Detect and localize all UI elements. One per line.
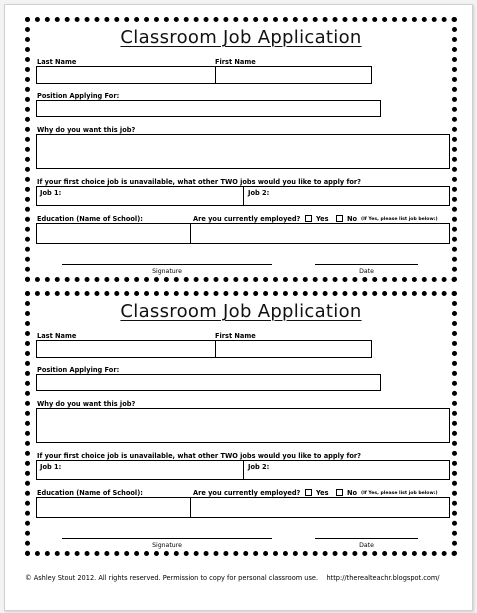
if-yes-label: (If Yes, please list job below:) xyxy=(361,491,438,496)
no-checkbox[interactable] xyxy=(336,489,343,496)
why-field[interactable] xyxy=(36,408,450,443)
date-label: Date xyxy=(359,268,374,275)
why-label: Why do you want this job? xyxy=(37,400,136,408)
education-field[interactable] xyxy=(36,223,191,244)
first-name-field[interactable] xyxy=(215,66,372,84)
job2-label: Job 2: xyxy=(248,463,270,471)
why-label: Why do you want this job? xyxy=(37,126,136,134)
date-line[interactable] xyxy=(315,538,418,539)
job2-field[interactable] xyxy=(243,460,450,480)
job1-field[interactable] xyxy=(36,186,244,206)
position-field[interactable] xyxy=(36,100,381,117)
education-field[interactable] xyxy=(36,497,191,518)
first-name-label: First Name xyxy=(215,58,256,66)
education-label: Education (Name of School): xyxy=(37,215,143,223)
job2-label: Job 2: xyxy=(248,189,270,197)
yes-label: Yes xyxy=(316,489,329,497)
application-form-1 xyxy=(25,17,457,282)
date-label: Date xyxy=(359,542,374,549)
form-title: Classroom Job Application xyxy=(120,27,362,48)
first-name-field[interactable] xyxy=(215,340,372,358)
employed-label: Are you currently employed? xyxy=(193,215,301,223)
position-label: Position Applying For: xyxy=(37,92,120,100)
yes-checkbox[interactable] xyxy=(305,215,312,222)
signature-label: Signature xyxy=(152,542,182,549)
last-name-label: Last Name xyxy=(37,58,77,66)
date-line[interactable] xyxy=(315,264,418,265)
yes-label: Yes xyxy=(316,215,329,223)
employment-field[interactable] xyxy=(190,497,450,518)
last-name-field[interactable] xyxy=(36,66,216,84)
employment-field[interactable] xyxy=(190,223,450,244)
job1-field[interactable] xyxy=(36,460,244,480)
signature-line[interactable] xyxy=(62,538,272,539)
footer-url[interactable]: http://therealteachr.blogspot.com/ xyxy=(326,574,440,582)
education-label: Education (Name of School): xyxy=(37,489,143,497)
copyright-text: © Ashley Stout 2012. All rights reserved. Permission to copy for personal classroom use. xyxy=(25,574,319,582)
last-name-field[interactable] xyxy=(36,340,216,358)
other-jobs-label: If your first choice job is unavailable, what other TWO jobs would you like to apply for? xyxy=(37,452,361,460)
footer xyxy=(25,574,440,582)
job1-label: Job 1: xyxy=(40,463,62,471)
signature-line[interactable] xyxy=(62,264,272,265)
position-field[interactable] xyxy=(36,374,381,391)
application-form-2 xyxy=(25,291,457,556)
position-label: Position Applying For: xyxy=(37,366,120,374)
first-name-label: First Name xyxy=(215,332,256,340)
form-title: Classroom Job Application xyxy=(120,301,362,322)
other-jobs-label: If your first choice job is unavailable, what other TWO jobs would you like to apply for? xyxy=(37,178,361,186)
job1-label: Job 1: xyxy=(40,189,62,197)
job2-field[interactable] xyxy=(243,186,450,206)
why-field[interactable] xyxy=(36,134,450,169)
yes-checkbox[interactable] xyxy=(305,489,312,496)
no-label: No xyxy=(347,215,358,223)
last-name-label: Last Name xyxy=(37,332,77,340)
no-checkbox[interactable] xyxy=(336,215,343,222)
no-label: No xyxy=(347,489,358,497)
employed-label: Are you currently employed? xyxy=(193,489,301,497)
if-yes-label: (If Yes, please list job below:) xyxy=(361,217,438,222)
document-page xyxy=(4,4,473,611)
signature-label: Signature xyxy=(152,268,182,275)
